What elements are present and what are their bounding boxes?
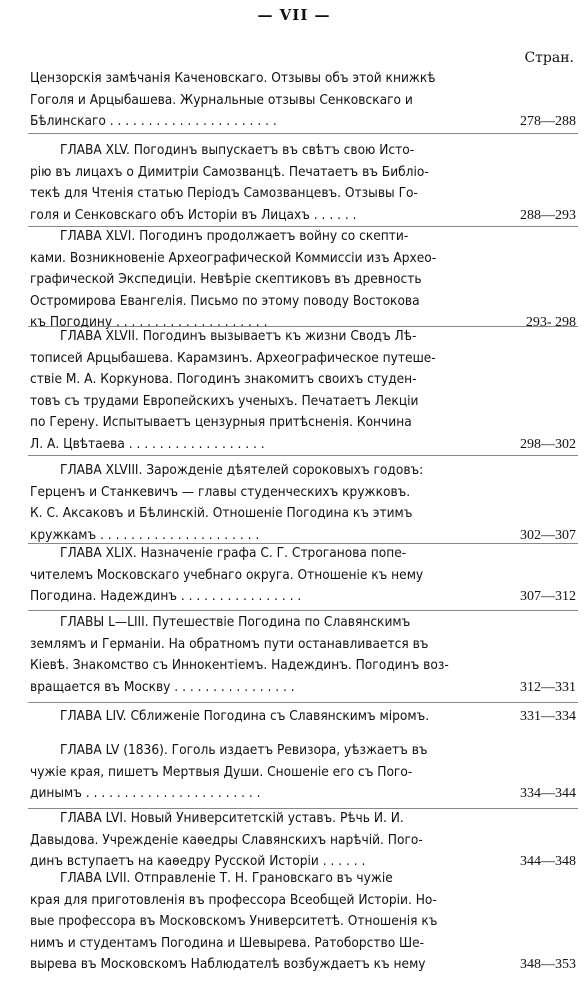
entry-pages: 307—312 (520, 589, 576, 604)
entry-pages: 288—293 (520, 207, 576, 223)
page-number-header: — VII — (257, 6, 331, 24)
divider (28, 702, 578, 703)
entry-line: ГЛАВА XLVI. Погодинъ продолжаетъ войну со скепти- (60, 228, 409, 244)
entry-line: тописей Арцыбашева. Карамзинъ. Археографическое путеше- (30, 349, 436, 366)
entry-line: ГЛАВА XLVIII. Зарожденіе дѣятелей сороковыхъ годовъ: (60, 462, 424, 478)
entry-line: Кіевѣ. Знакомство съ Иннокентіемъ. Надеждинъ. Погодинъ воз- (30, 657, 449, 673)
entry-line: ствіе М. А. Коркунова. Погодинъ знакомитъ своихъ студен- (30, 371, 417, 387)
divider (28, 455, 578, 456)
toc-entry (30, 543, 578, 608)
entry-pages: 331—334 (520, 709, 576, 724)
entry-line: Гоголя и Арцыбашева. Журнальные отзывы Сенковскаго и (30, 91, 413, 108)
entry-pages: 298—302 (520, 436, 576, 452)
toc-entry (30, 326, 578, 455)
entry-line: динымъ . . . . . . . . . . . . . . . . . . . . . . . (30, 785, 261, 801)
toc-entry (30, 140, 578, 226)
entry-pages: 348—353 (520, 957, 576, 972)
entry-line: вырева въ Московскомъ Наблюдателѣ возбуждаетъ къ нему (30, 956, 426, 972)
entry-line: чужіе края, пишетъ Мертвыя Души. Сношеніе его съ Пого- (30, 763, 413, 780)
toc-entry (30, 68, 578, 133)
toc-entry (30, 706, 578, 728)
entry-line: ГЛАВА XLIX. Назначеніе графа С. Г. Строганова попе- (60, 545, 407, 561)
entry-line: Бѣлинскаго . . . . . . . . . . . . . . . . . . . . . . (30, 113, 277, 129)
entry-line: ГЛАВА XLVII. Погодинъ вызываетъ къ жизни Сводъ Лѣ- (60, 328, 417, 344)
entry-line: ГЛАВА LVII. Отправленіе Т. Н. Грановскаго въ чужіе (60, 870, 393, 886)
entry-line: голя и Сенковскаго объ Исторіи въ Лицахъ . . . . . . (30, 206, 357, 223)
entry-pages: 293- 298 (525, 315, 576, 330)
entry-line: товъ съ трудами Европейскихъ ученыхъ. Печатаетъ Лекціи (30, 392, 419, 409)
entry-line: чителемъ Московскаго учебнаго округа. Отношеніе къ нему (30, 566, 424, 583)
entry-line: къ Погодину . . . . . . . . . . . . . . . . . . . . (30, 314, 268, 330)
pages-column-label: Стран. (524, 50, 574, 66)
entry-pages: 344—348 (520, 854, 576, 869)
entry-line: Погодина. Надеждинъ . . . . . . . . . . . . . . . . (30, 588, 302, 604)
toc-entry (30, 460, 578, 546)
toc-entry (30, 612, 578, 698)
entry-line: текѣ для Чтенія статью Періодъ Самозванцевъ. Отзывы Го- (30, 185, 418, 201)
entry-line: землямъ и Германіи. На обратномъ пути останавливается въ (30, 635, 429, 652)
entry-line: рію въ лицахъ о Димитріи Самозванцѣ. Печатаетъ въ Библіо- (30, 163, 429, 180)
toc-entry (30, 226, 578, 334)
entry-pages: 334—344 (520, 786, 576, 801)
entry-line: графической Экспедиціи. Невѣріе скептиковъ въ древность (30, 271, 422, 287)
entry-line: Остромирова Евангелія. Письмо по этому поводу Востокова (30, 292, 420, 309)
divider (28, 133, 578, 134)
entry-line: ГЛАВА LVI. Новый Университетскій уставъ. Рѣчь И. И. (60, 810, 404, 826)
entry-line: нимъ и студентамъ Погодина и Шевырева. Ратоборство Ше- (30, 934, 425, 951)
entry-line: по Герену. Испытываетъ цензурныя притѣсненія. Кончина (30, 414, 412, 430)
entry-line: ГЛАВА LV (1836). Гоголь издаетъ Ревизора, уѣзжаетъ въ (60, 742, 428, 758)
entry-line: Герценъ и Станкевичъ — главы студенческихъ кружковъ. (30, 483, 411, 500)
entry-pages: 302—307 (520, 527, 576, 543)
entry-line: края для приготовленія въ профессора Всеобщей Исторіи. Но- (30, 891, 437, 908)
entry-pages: 278—288 (520, 114, 576, 129)
toc-entry (30, 808, 578, 873)
entry-line: ГЛАВА XLV. Погодинъ выпускаетъ въ свѣтъ свою Исто- (60, 142, 415, 158)
toc-entry (30, 740, 578, 805)
entry-line: вые профессора въ Московскомъ Университетѣ. Отношенія къ (30, 913, 438, 929)
toc-entry (30, 868, 578, 976)
entry-line: ками. Возникновеніе Археографической Коммиссіи изъ Архео- (30, 249, 437, 266)
divider (28, 610, 578, 611)
entry-line: ГЛАВЫ L—LIII. Путешествіе Погодина по Славянскимъ (60, 614, 411, 630)
entry-line: динъ вступаетъ на каѳедру Русской Исторіи . . . . . . (30, 853, 366, 869)
entry-line: кружкамъ . . . . . . . . . . . . . . . . . . . . . (30, 526, 260, 543)
entry-line: Давыдова. Учрежденіе каѳедры Славянскихъ нарѣчій. Пого- (30, 831, 423, 848)
entry-line: К. С. Аксаковъ и Бѣлинскій. Отношеніе Погодина къ этимъ (30, 505, 413, 521)
entry-line: ГЛАВА LIV. Сближеніе Погодина съ Славянскимъ міромъ. (60, 708, 430, 724)
entry-line: Цензорскія замѣчанія Каченовскаго. Отзывы объ этой книжкѣ (30, 70, 436, 86)
entry-line: вращается въ Москву . . . . . . . . . . . . . . . . (30, 678, 295, 695)
entry-pages: 312—331 (520, 679, 576, 695)
entry-line: Л. А. Цвѣтаева . . . . . . . . . . . . . . . . . . (30, 435, 265, 452)
